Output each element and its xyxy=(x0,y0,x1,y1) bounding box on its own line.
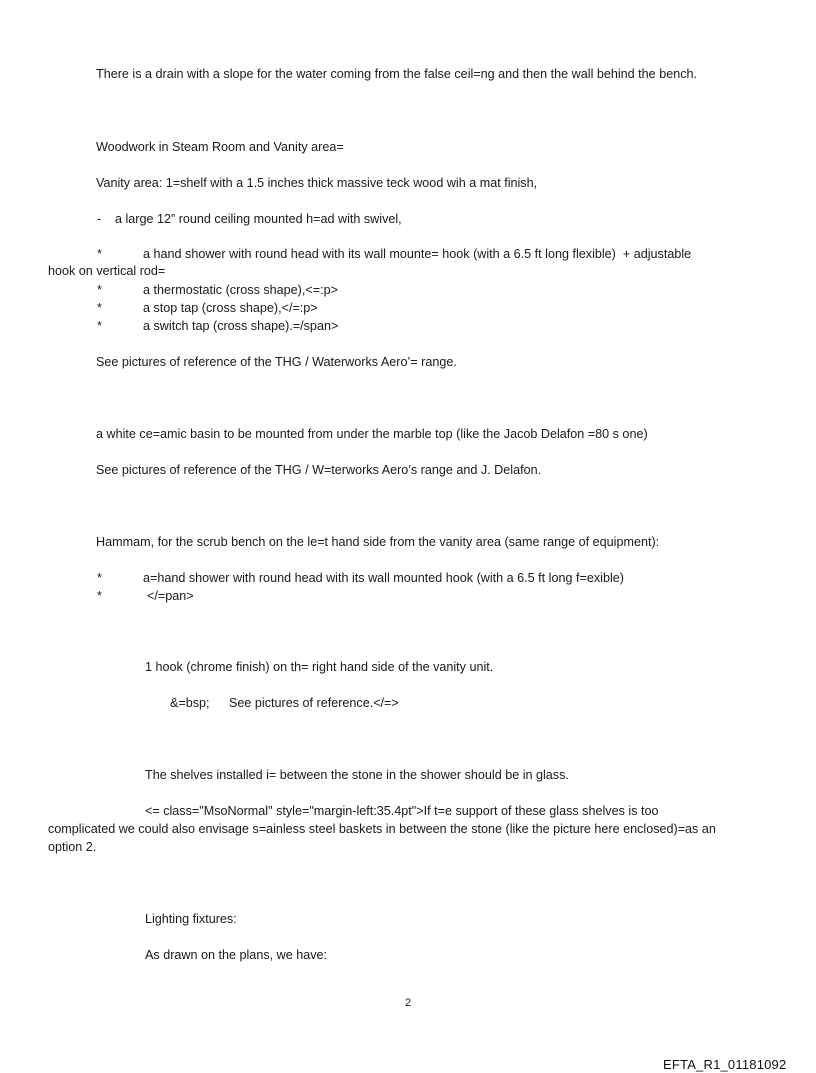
hand-shower-text: a hand shower with round head with its wall mounte= hook (with a 6.5 ft long flexible) + adjustable xyxy=(143,247,692,261)
reference-thg-delafon-text: See pictures of reference of the THG / W=terworks Aero’s range and J. Delafon. xyxy=(96,463,542,477)
dash-bullet: - xyxy=(97,212,102,226)
document-id: EFTA_R1_01181092 xyxy=(663,1057,787,1072)
switch-tap-text: a switch tap (cross shape).=/span> xyxy=(143,319,339,333)
star-bullet: * xyxy=(97,301,102,315)
reference-thg-text: See pictures of reference of the THG / Waterworks Aero’= range. xyxy=(96,355,457,369)
drain-text: There is a drain with a slope for the water coming from the false ceil=ng and then the wall behind the bench. xyxy=(96,67,698,81)
star-bullet: * xyxy=(97,247,102,261)
lighting-heading: Lighting fixtures: xyxy=(145,912,237,926)
woodwork-heading: Woodwork in Steam Room and Vanity area= xyxy=(96,140,344,154)
glass-support-text: <= class="MsoNormal" style="margin-left:35.4pt">If t=e support of these glass shelves is too xyxy=(145,804,659,818)
star-bullet: * xyxy=(97,571,102,585)
glass-support-text-continued: complicated we could also envisage s=ainless steel baskets in between the stone (like the picture here enclosed)=as an xyxy=(48,822,716,836)
star-bullet: * xyxy=(97,319,102,333)
basin-text: a white ce=amic basin to be mounted from under the marble top (like the Jacob Delafon =80 s one) xyxy=(96,427,648,441)
hand-shower-text-continued: hook on vertical rod= xyxy=(48,264,166,278)
star-bullet: * xyxy=(97,283,102,297)
glass-shelves-text: The shelves installed i= between the stone in the shower should be in glass. xyxy=(145,768,569,782)
round-ceiling-text: a large 12” round ceiling mounted h=ad with swivel, xyxy=(115,212,402,226)
thermostatic-text: a thermostatic (cross shape),<=:p> xyxy=(143,283,338,297)
nbsp-prefix: &=bsp; xyxy=(170,696,210,710)
plans-text: As drawn on the plans, we have: xyxy=(145,948,328,962)
vanity-shelf-text: Vanity area: 1=shelf with a 1.5 inches thick massive teck wood wih a mat finish, xyxy=(96,176,538,190)
stop-tap-text: a stop tap (cross shape),</=:p> xyxy=(143,301,318,315)
glass-support-text-end: option 2. xyxy=(48,840,97,854)
star-bullet: * xyxy=(97,589,102,603)
reference-pictures-text: See pictures of reference.</=> xyxy=(229,696,399,710)
page-number: 2 xyxy=(405,997,412,1009)
hand-shower-hammam-text: a=hand shower with round head with its wall mounted hook (with a 6.5 ft long f=exible) xyxy=(143,571,624,585)
chrome-hook-text: 1 hook (chrome finish) on th= right hand side of the vanity unit. xyxy=(145,660,494,674)
hammam-text: Hammam, for the scrub bench on the le=t hand side from the vanity area (same range of equipment): xyxy=(96,535,660,549)
span-tag-text: </=pan> xyxy=(147,589,194,603)
